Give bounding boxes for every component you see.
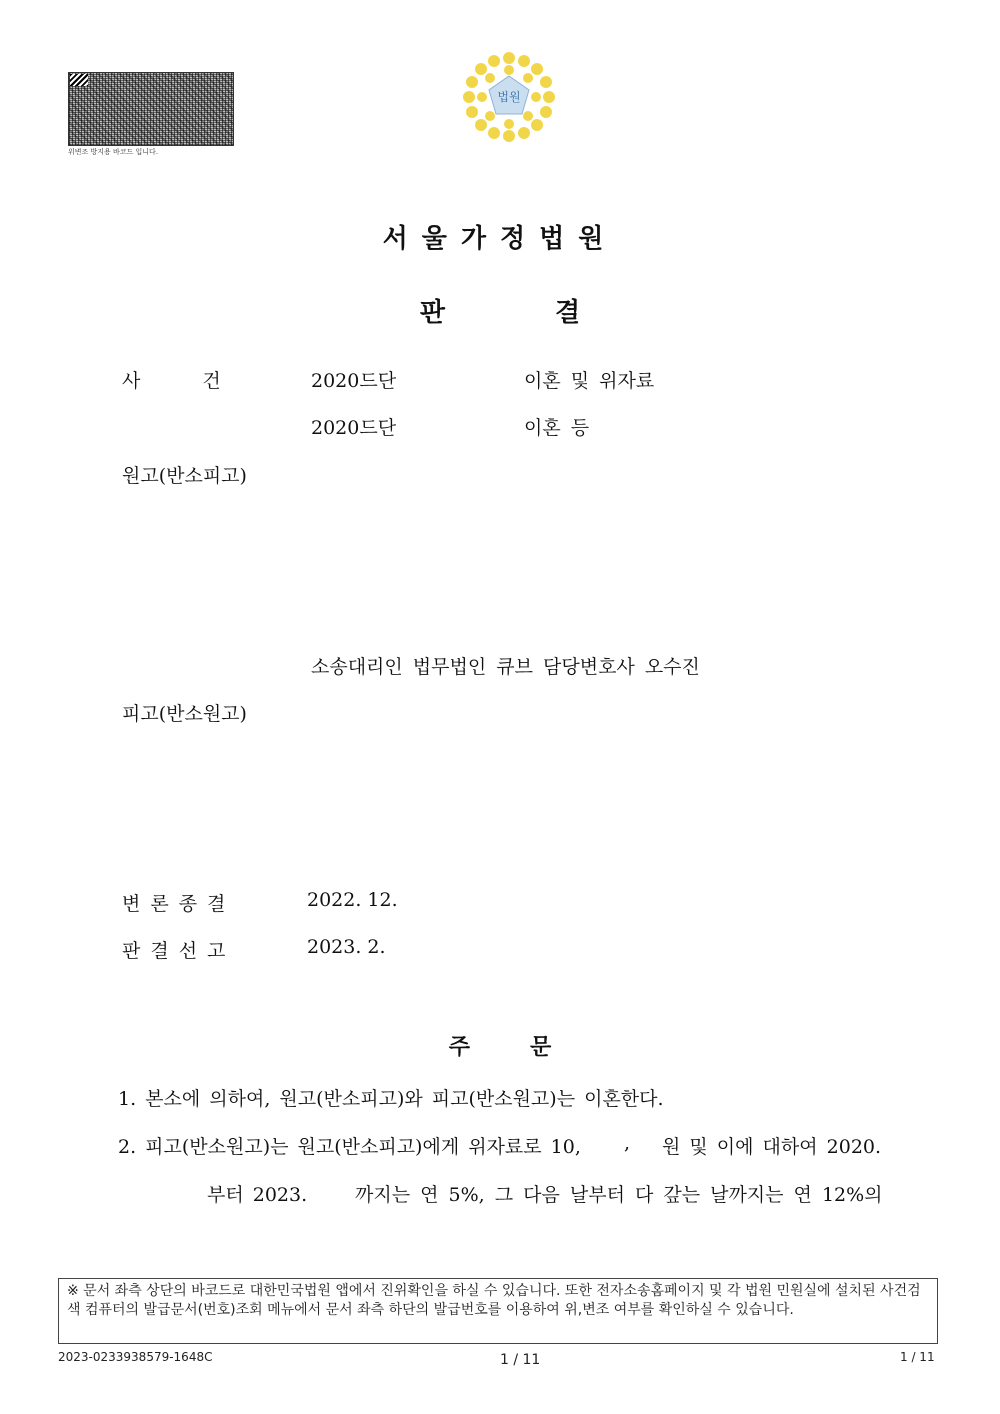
- order-item-2-part-c: 부터 2023.: [207, 1184, 308, 1206]
- order-item-2-part-b: 원 및 이에 대하여 2020.: [662, 1136, 882, 1158]
- order-item-1: 1. 본소에 의하여, 원고(반소피고)와 피고(반소원고)는 이혼한다.: [118, 1088, 664, 1110]
- ruling-label: 판결선고: [122, 940, 236, 962]
- barcode-caption: 위변조 방지용 바코드 입니다.: [68, 148, 159, 156]
- closing-label: 변론종결: [122, 893, 236, 915]
- order-item-2-part-d: 까지는 연 5%, 그 다음 날부터 다 갚는 날까지는 연 12%의: [355, 1184, 883, 1206]
- order-item-2-part-a: 2. 피고(반소원고)는 원고(반소피고)에게 위자료로 10,: [118, 1136, 581, 1158]
- case-number-2: 2020드단: [311, 417, 397, 439]
- order-section-title: 주문: [448, 1034, 612, 1060]
- ruling-date: 2023. 2.: [307, 936, 386, 958]
- page-number-center: 1 / 11: [500, 1352, 541, 1368]
- closing-date: 2022. 12.: [307, 889, 398, 911]
- page-number-right: 1 / 11: [900, 1350, 935, 1364]
- verification-notice: ※ 문서 좌측 상단의 바코드로 대한민국법원 앱에서 진위확인을 하실 수 있습니다. 또한 전자소송홈페이지 및 각 법원 민원실에 설치된 사건검색 컴퓨터의 발급문서(번호)조회 메뉴에서 문서 좌측 하단의 발급번호를 이용하여 위,변조 여부를 확인하실 수 있습니다.: [58, 1278, 938, 1344]
- document-title: 판결: [419, 298, 691, 328]
- verification-barcode: [68, 72, 234, 146]
- order-item-2-comma: ,: [624, 1132, 631, 1154]
- seal-text: 법원: [497, 90, 521, 104]
- case-label: 사건: [122, 370, 283, 392]
- plaintiff-counsel: 소송대리인 법무법인 큐브 담당변호사 오수진: [311, 656, 700, 678]
- defendant-label: 피고(반소원고): [122, 703, 247, 725]
- court-seal-emblem: [462, 50, 556, 144]
- barcode-corner-mark: [70, 74, 88, 86]
- court-name: 서울가정법원: [382, 224, 618, 254]
- case-title-1: 이혼 및 위자료: [524, 370, 655, 392]
- plaintiff-label: 원고(반소피고): [122, 465, 247, 487]
- case-title-2: 이혼 등: [524, 417, 590, 439]
- issue-number: 2023-0233938579-1648C: [58, 1350, 213, 1364]
- case-number-1: 2020드단: [311, 370, 397, 392]
